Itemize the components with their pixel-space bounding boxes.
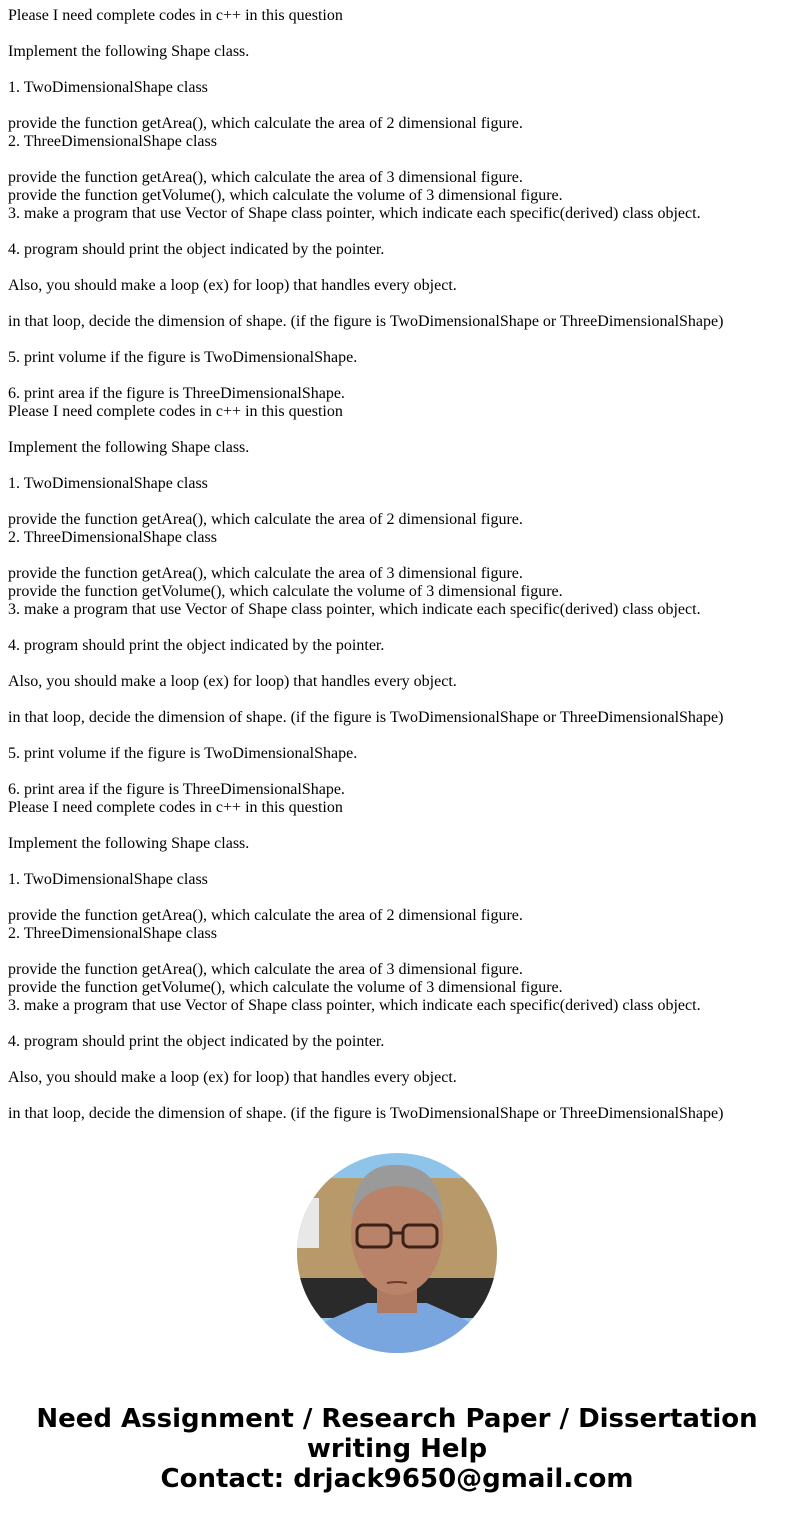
text-line: 1. TwoDimensionalShape class xyxy=(8,79,208,96)
text-line xyxy=(8,1087,723,1105)
question-text xyxy=(8,7,723,1123)
text-line xyxy=(8,493,723,511)
text-line: Also, you should make a loop (ex) for loop) that handles every object. xyxy=(8,673,457,690)
text-line: provide the function getVolume(), which calculate the volume of 3 dimensional figure. xyxy=(8,187,563,204)
text-line: 4. program should print the object indicated by the pointer. xyxy=(8,241,385,258)
text-line xyxy=(8,889,723,907)
text-line xyxy=(8,295,723,313)
text-line: 1. TwoDimensionalShape class xyxy=(8,871,208,888)
text-line xyxy=(8,1015,723,1033)
text-line: provide the function getArea(), which calculate the area of 3 dimensional figure. xyxy=(8,961,523,978)
text-line: 5. print volume if the figure is TwoDimensionalShape. xyxy=(8,349,358,366)
text-line: provide the function getArea(), which calculate the area of 3 dimensional figure. xyxy=(8,565,523,582)
text-line xyxy=(8,259,723,277)
text-line xyxy=(8,331,723,349)
promo-line-2: writing Help xyxy=(306,1434,488,1464)
text-line: provide the function getVolume(), which calculate the volume of 3 dimensional figure. xyxy=(8,979,563,996)
text-line: Also, you should make a loop (ex) for loop) that handles every object. xyxy=(8,277,457,294)
text-line: 4. program should print the object indicated by the pointer. xyxy=(8,1033,385,1050)
text-line: 5. print volume if the figure is TwoDimensionalShape. xyxy=(8,745,358,762)
text-line: provide the function getArea(), which calculate the area of 2 dimensional figure. xyxy=(8,511,523,528)
text-line xyxy=(8,763,723,781)
text-line: Please I need complete codes in c++ in this question xyxy=(8,403,343,420)
text-line: provide the function getArea(), which calculate the area of 2 dimensional figure. xyxy=(8,115,523,132)
text-line: 2. ThreeDimensionalShape class xyxy=(8,925,217,942)
text-line: 2. ThreeDimensionalShape class xyxy=(8,529,217,546)
promo-contact: Contact: drjack9650@gmail.com xyxy=(160,1464,634,1494)
text-line xyxy=(8,61,723,79)
text-line: 3. make a program that use Vector of Shape class pointer, which indicate each specific(derived) class object. xyxy=(8,205,701,222)
text-line: provide the function getArea(), which calculate the area of 2 dimensional figure. xyxy=(8,907,523,924)
avatar xyxy=(297,1153,497,1353)
text-line xyxy=(8,151,723,169)
text-line xyxy=(8,421,723,439)
text-line xyxy=(8,619,723,637)
text-line: in that loop, decide the dimension of shape. (if the figure is TwoDimensionalShape or ThreeDimensionalShape) xyxy=(8,709,724,726)
text-line xyxy=(8,853,723,871)
text-line: 6. print area if the figure is ThreeDimensionalShape. xyxy=(8,385,345,402)
text-line: Please I need complete codes in c++ in this question xyxy=(8,7,343,24)
text-line xyxy=(8,817,723,835)
text-line: Implement the following Shape class. xyxy=(8,439,250,456)
text-line xyxy=(8,97,723,115)
text-line: provide the function getArea(), which calculate the area of 3 dimensional figure. xyxy=(8,169,523,186)
text-line: 2. ThreeDimensionalShape class xyxy=(8,133,217,150)
text-line xyxy=(8,1051,723,1069)
text-line xyxy=(8,223,723,241)
text-line: Also, you should make a loop (ex) for loop) that handles every object. xyxy=(8,1069,457,1086)
text-line xyxy=(8,943,723,961)
text-line: Implement the following Shape class. xyxy=(8,43,250,60)
text-line xyxy=(8,727,723,745)
promo-line-1: Need Assignment / Research Paper / Dissertation xyxy=(36,1404,758,1434)
text-line: provide the function getVolume(), which calculate the volume of 3 dimensional figure. xyxy=(8,583,563,600)
text-line: 6. print area if the figure is ThreeDimensionalShape. xyxy=(8,781,345,798)
text-line xyxy=(8,25,723,43)
text-line: Please I need complete codes in c++ in this question xyxy=(8,799,343,816)
text-line: 3. make a program that use Vector of Shape class pointer, which indicate each specific(derived) class object. xyxy=(8,601,701,618)
text-line xyxy=(8,691,723,709)
text-line: 3. make a program that use Vector of Shape class pointer, which indicate each specific(derived) class object. xyxy=(8,997,701,1014)
text-line: 4. program should print the object indicated by the pointer. xyxy=(8,637,385,654)
text-line xyxy=(8,655,723,673)
text-line: in that loop, decide the dimension of shape. (if the figure is TwoDimensionalShape or ThreeDimensionalShape) xyxy=(8,1105,724,1122)
text-line: in that loop, decide the dimension of shape. (if the figure is TwoDimensionalShape or ThreeDimensionalShape) xyxy=(8,313,724,330)
text-line: Implement the following Shape class. xyxy=(8,835,250,852)
text-line: 1. TwoDimensionalShape class xyxy=(8,475,208,492)
text-line xyxy=(8,457,723,475)
promo-banner xyxy=(0,1404,794,1494)
text-line xyxy=(8,547,723,565)
text-line xyxy=(8,367,723,385)
